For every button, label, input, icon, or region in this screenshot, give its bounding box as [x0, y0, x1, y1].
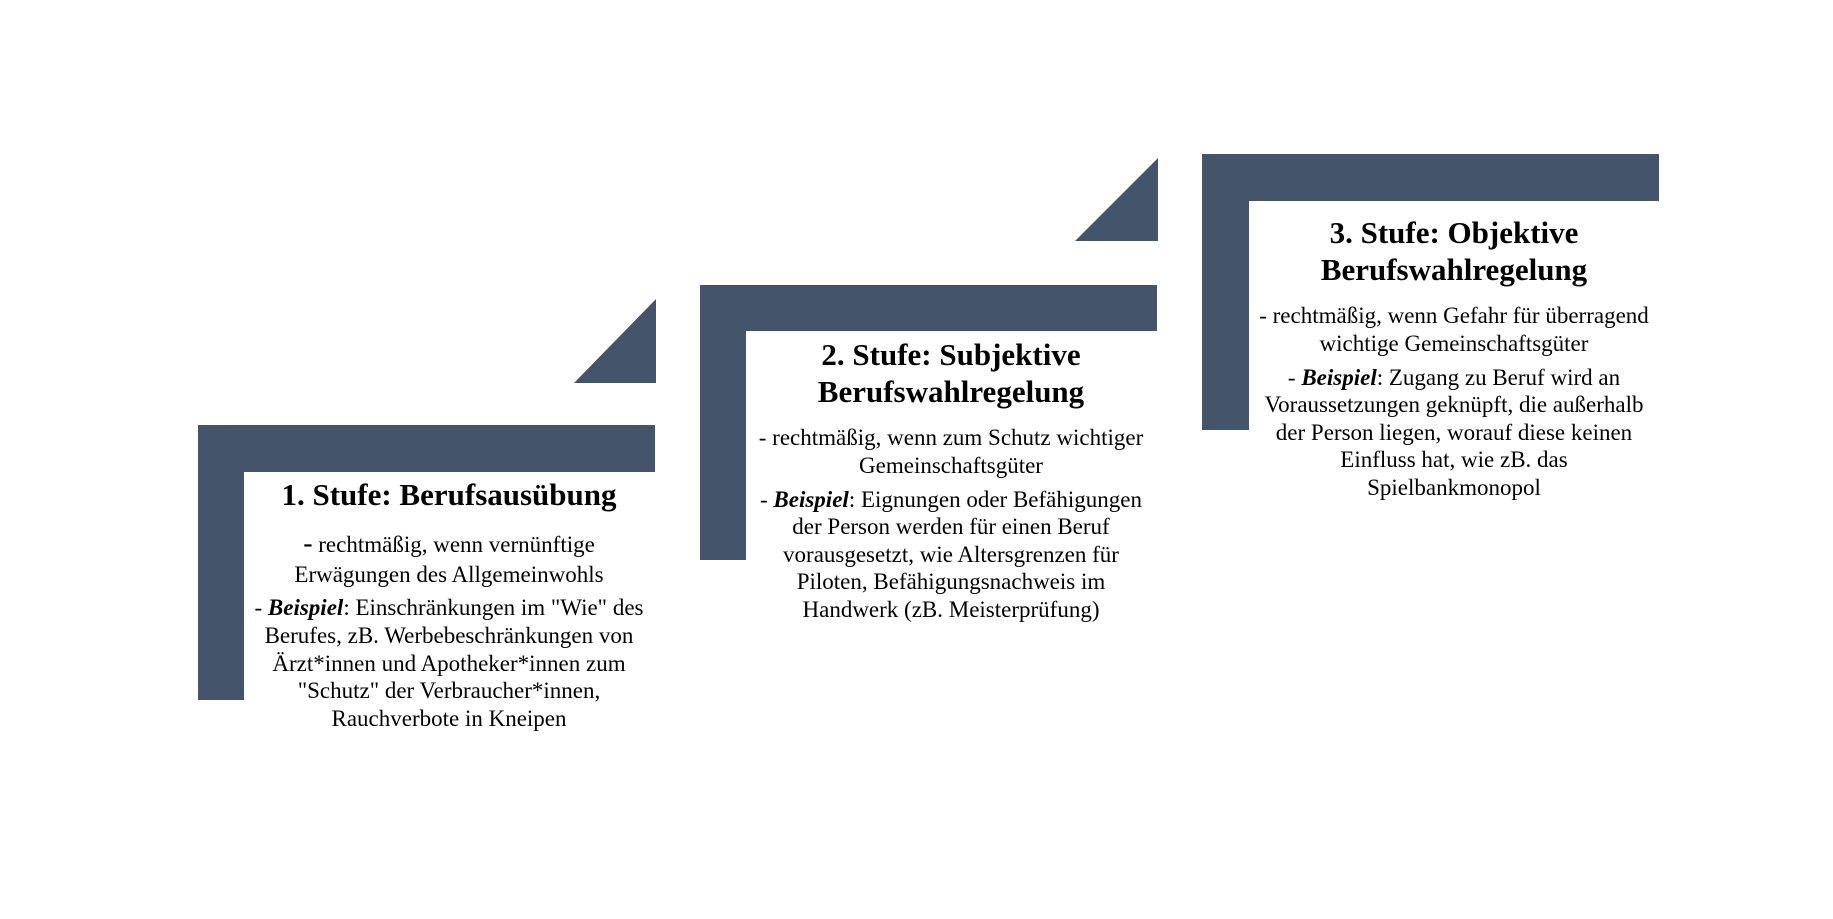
stage-2-arrow-triangle [1075, 158, 1158, 241]
stage-3-title: 3. Stufe: Objektive Berufswahlregelung [1320, 215, 1588, 288]
stage-3-example [1254, 364, 1654, 502]
stage-3-text-block [1254, 214, 1654, 502]
stage-1-description-text: rechtmäßig, wenn vernünftige Erwägungen des Allgemeinwohls [294, 532, 604, 587]
stage-3-example-prefix: - [1287, 364, 1302, 390]
stage-1-corner-left-bar [198, 425, 244, 700]
stage-2-text-block [752, 336, 1150, 624]
stage-1-arrow-triangle [574, 299, 656, 383]
stage-2-example [752, 486, 1150, 624]
stage-2-corner-top-bar [700, 285, 1157, 331]
stage-1-example-prefix: - [254, 595, 268, 621]
stage-3-corner-left-bar [1202, 154, 1249, 430]
stage-2-example-prefix: - [760, 486, 774, 512]
stage-2-corner-left-bar [700, 285, 746, 560]
stage-2-example-keyword: Beispiel [773, 486, 849, 512]
stage-3-example-text: : Zugang zu Beruf wird an Voraussetzungen geknüpft, die außerhalb der Person liegen, worauf diese keinen Einfluss hat, wie zB. das Spielbankmonopol [1264, 364, 1644, 500]
stage-3-description [1254, 302, 1654, 357]
stage-3-dash: - [1259, 303, 1267, 329]
stage-1-example-keyword: Beispiel [267, 595, 344, 621]
stage-3-example-keyword: Beispiel [1301, 364, 1377, 390]
stage-2-example-text: : Eignungen oder Befähigungen der Person werden für einen Beruf vorausgesetzt, wie Altersgrenzen für Piloten, Befähigungsnachweis im Handwerk (zB. Meisterprüfung) [783, 486, 1142, 622]
stage-1-title: 1. Stufe: Berufsausübung [281, 477, 617, 512]
stage-1-text-block [244, 476, 654, 732]
stage-1-example [244, 594, 654, 732]
stage-2-title: 2. Stufe: Subjektive Berufswahlregelung [817, 337, 1085, 410]
stage-3-description-text: rechtmäßig, wenn Gefahr für überragend wichtige Gemeinschaftsgüter [1266, 303, 1649, 356]
stage-2-description [752, 424, 1150, 479]
stage-3-corner-top-bar [1202, 154, 1659, 201]
stage-1-dash: - [303, 528, 313, 560]
stage-2-description-text: rechtmäßig, wenn zum Schutz wichtiger Gemeinschaftsgüter [766, 425, 1144, 478]
stage-2-dash: - [758, 425, 767, 451]
stage-1-corner-top-bar [198, 425, 655, 472]
stage-1-example-text: : Einschränkungen im "Wie" des Berufes, zB. Werbebeschränkungen von Ärzt*innen und Apotheker*innen zum "Schutz" der Verbraucher*innen, Rauchverbote in Kneipen [264, 595, 644, 731]
stage-1-description [244, 527, 654, 588]
